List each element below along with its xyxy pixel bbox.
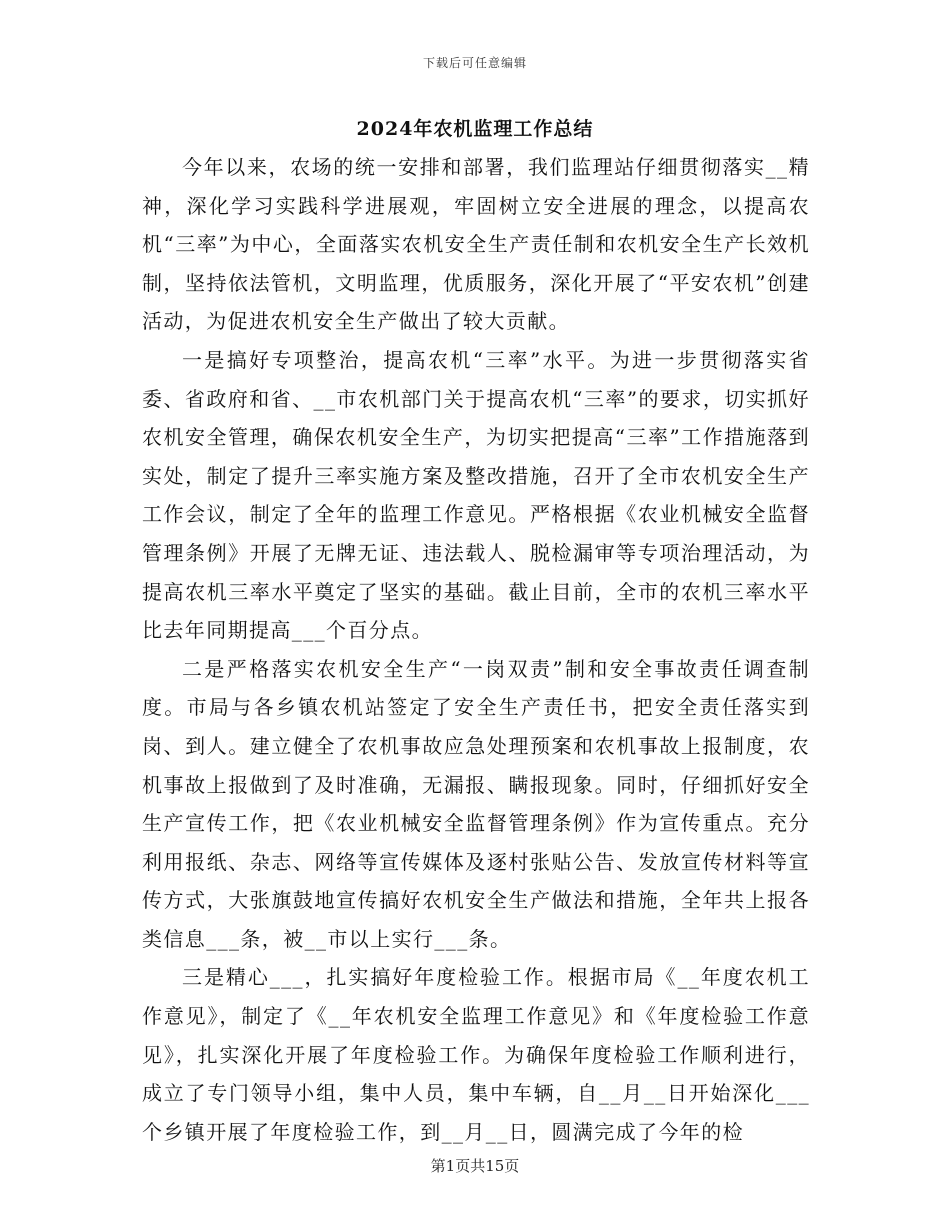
page-number: 第1页共15页 [430,1157,520,1175]
paragraph-one: 一是搞好专项整治，提高农机“三率”水平。为进一步贯彻落实省委、省政府和省、__市农机部门关于提高农机“三率”的要求，切实抓好农机安全管理，确保农机安全生产，为切实把提高“三率”工作措施落到实处，制定了提升三率实施方案及整改措施，召开了全市农机安全生产工作会议，制定了全年的监理工作意见。严格根据《农业机械安全监督管理条例》开展了无牌无证、违法载人、脱检漏审等专项治理活动，为提高农机三率水平奠定了坚实的基础。截止目前，全市的农机三率水平比去年同期提高___个百分点。 [142,347,810,643]
paragraph-intro: 今年以来，农场的统一安排和部署，我们监理站仔细贯彻落实__精神，深化学习实践科学进展观，牢固树立安全进展的理念，以提高农机“三率”为中心，全面落实农机安全生产责任制和农机安全生产长效机制，坚持依法管机，文明监理，优质服务，深化开展了“平安农机”创建活动，为促进农机安全生产做出了较大贡献。 [142,155,810,334]
paragraph-two: 二是严格落实农机安全生产“一岗双责”制和安全事故责任调查制度。市局与各乡镇农机站签定了安全生产责任书，把安全责任落实到岗、到人。建立健全了农机事故应急处理预案和农机事故上报制度，农机事故上报做到了及时准确，无漏报、瞒报现象。同时，仔细抓好安全生产宣传工作，把《农业机械安全监督管理条例》作为宣传重点。充分利用报纸、杂志、网络等宣传媒体及逐村张贴公告、发放宣传材料等宣传方式，大张旗鼓地宣传搞好农机安全生产做法和措施，全年共上报各类信息___条，被__市以上实行___条。 [142,656,810,951]
document-title: 2024年农机监理工作总结 [356,118,594,140]
document-body [142,148,810,1151]
paragraph-three: 三是精心___，扎实搞好年度检验工作。根据市局《__年度农机工作意见》，制定了《__年农机安全监理工作意见》和《年度检验工作意见》，扎实深化开展了年度检验工作。为确保年度检验工作顺利进行，成立了专门领导小组，集中人员，集中车辆，自__月__日开始深化___个乡镇开展了年度检验工作，到__月__日，圆满完成了今年的检 [142,965,810,1144]
header-note: 下载后可任意编辑 [422,56,527,70]
